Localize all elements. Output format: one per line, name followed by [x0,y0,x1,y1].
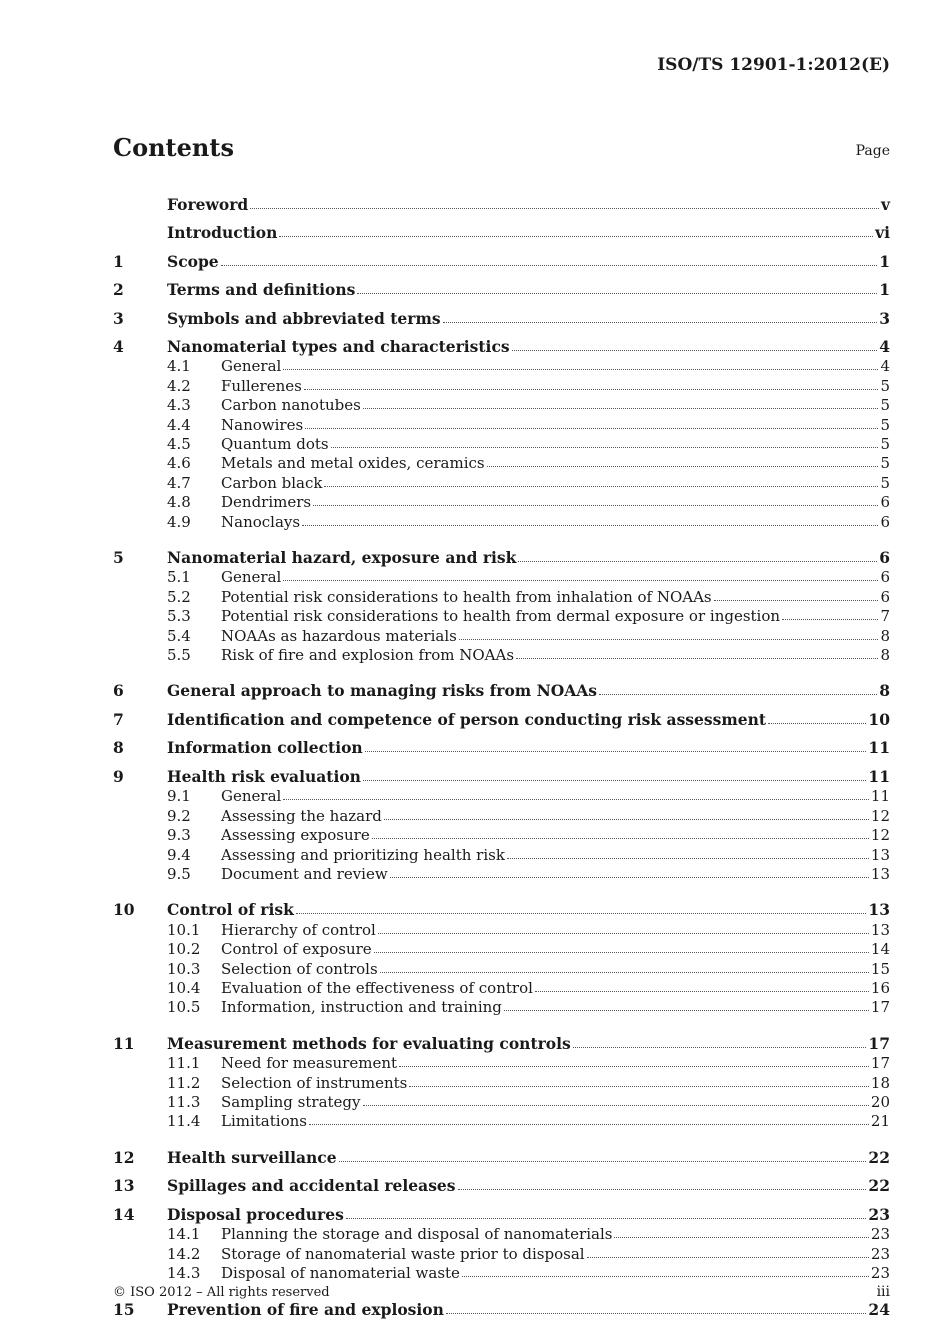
toc-entry-page: 23 [868,1204,890,1224]
toc-subentry-number: 10.4 [167,978,201,997]
toc-subentry[interactable] [113,958,890,977]
toc-subentry-number: 11.1 [167,1054,201,1073]
toc-subentry-page: 13 [870,920,890,939]
toc-entry-title: Disposal procedures [167,1204,344,1224]
toc-entry-page: 8 [879,681,890,701]
toc-entry-title: Identification and competence of person conducting risk assessment [167,709,767,729]
toc-dot-leader [446,1313,867,1314]
toc-subentry-number: 9.5 [167,864,191,883]
toc-entry-number: 2 [113,280,124,299]
toc-entry[interactable] [113,214,890,243]
toc-entry-page: 1 [879,251,890,271]
toc-dot-leader [302,525,878,526]
toc-entry-page: 22 [868,1147,890,1167]
toc-subentry-number: 4.2 [167,376,191,395]
toc-entry-title: Scope [167,251,219,271]
toc-subentry-page: 5 [880,473,890,492]
toc-dot-leader [331,447,879,448]
toc-subentry[interactable] [113,939,890,958]
toc-subentry[interactable] [113,395,890,414]
toc-subentry-page: 4 [880,357,890,376]
toc-dot-leader [283,580,878,581]
toc-dot-leader [384,819,869,820]
toc-subentry-title: Potential risk considerations to health from inhalation of NOAAs [221,587,712,606]
toc-subentry-title: Control of exposure [221,940,372,959]
toc-subentry[interactable] [113,625,890,644]
toc-dot-leader [279,236,873,237]
toc-dot-leader [309,1124,869,1125]
toc-entry-number: 8 [113,738,124,758]
toc-subentry-page: 17 [870,998,890,1017]
toc-subentry-number: 9.1 [167,787,191,806]
toc-subentry-number: 9.2 [167,806,191,825]
toc-dot-leader [504,1010,869,1011]
toc-subentry-page: 18 [870,1073,890,1092]
toc-subentry[interactable] [113,786,890,805]
toc-entry-title: Spillages and accidental releases [167,1176,456,1196]
toc-entry-page: 24 [868,1299,890,1319]
toc-subentry-title: Sampling strategy [221,1093,361,1112]
toc-dot-leader [587,1257,869,1258]
toc-entry[interactable] [113,271,890,300]
toc-subentry[interactable] [113,1053,890,1072]
toc-dot-leader [374,952,869,953]
toc-entry-number: 10 [113,900,135,920]
toc-subentry-number: 4.6 [167,454,191,473]
toc-subentry-number: 9.4 [167,845,191,864]
toc-subentry-number: 11.4 [167,1112,201,1131]
toc-subentry[interactable] [113,919,890,938]
toc-entry-title: Introduction [167,223,278,242]
toc-subentry-page: 23 [870,1244,890,1263]
toc-subentry-page: 11 [870,787,890,806]
toc-entry-title: Foreword [167,194,249,214]
toc-subentry-page: 6 [880,493,890,512]
toc-subentry[interactable] [113,1092,890,1111]
toc-subentry-page: 5 [880,434,890,453]
toc-subentry-title: General [221,568,282,587]
toc-subentry-title: Evaluation of the effectiveness of control [221,978,533,997]
toc-entry-page: 10 [868,709,890,729]
toc-entry-number: 9 [113,766,124,786]
toc-entry-number: 14 [113,1204,135,1224]
footer-copyright: © ISO 2012 – All rights reserved [113,1285,330,1300]
toc-dot-leader [250,208,879,209]
toc-subentry-title: Selection of controls [221,959,378,978]
toc-subentry-title: Document and review [221,864,388,883]
toc-subentry[interactable] [113,645,890,664]
toc-subentry[interactable] [113,375,890,394]
toc-subentry-number: 4.9 [167,512,191,531]
toc-entry-page: vi [875,223,890,242]
toc-subentry-number: 11.3 [167,1093,201,1112]
toc-subentry-page: 13 [870,864,890,883]
toc-subentry[interactable] [113,356,890,375]
toc-entry-page: 11 [868,766,890,786]
toc-entry[interactable] [113,328,890,357]
toc-dot-leader [714,600,879,601]
toc-subentry-number: 5.3 [167,607,191,626]
toc-entry-page: 3 [879,308,890,328]
toc-dot-leader [512,350,878,351]
toc-subentry-page: 12 [870,826,890,845]
toc-dot-leader [487,466,879,467]
toc-subentry-page: 8 [880,626,890,645]
toc-subentry[interactable] [113,805,890,824]
toc-subentry-number: 5.1 [167,568,191,587]
toc-subentry-title: Metals and metal oxides, ceramics [221,454,485,473]
toc-dot-leader [459,639,879,640]
toc-entry-title: Health surveillance [167,1147,337,1167]
toc-subentry-number: 14.3 [167,1264,201,1283]
toc-entry[interactable] [113,242,890,271]
toc-subentry-number: 14.2 [167,1244,201,1263]
toc-entry-page: 11 [868,738,890,758]
footer-page-number: iii [876,1284,890,1300]
toc-subentry-number: 5.2 [167,587,191,606]
toc-entry-page: 17 [868,1033,890,1053]
toc-dot-leader [357,293,877,294]
toc-entry-number: 13 [113,1176,135,1196]
toc-dot-leader [614,1237,868,1238]
toc-subentry-title: Dendrimers [221,493,312,512]
toc-entry-number: 7 [113,709,124,729]
toc-entry-page: 6 [879,548,890,568]
toc-dot-leader [363,780,866,781]
toc-entry-title: Nanomaterial hazard, exposure and risk [167,548,517,568]
toc-dot-leader [443,322,878,323]
toc-entry-title: Symbols and abbreviated terms [167,308,441,328]
toc-subentry-title: Potential risk considerations to health from dermal exposure or ingestion [221,607,781,626]
toc-subentry[interactable] [113,453,890,472]
toc-subentry[interactable] [113,1263,890,1282]
toc-subentry-number: 10.3 [167,959,201,978]
toc-subentry-number: 4.7 [167,473,191,492]
toc-subentry-number: 4.4 [167,415,191,434]
page-column-label: Page [855,143,890,159]
toc-subentry-number: 4.3 [167,396,191,415]
toc-dot-leader [378,933,869,934]
table-of-contents [113,185,890,1319]
toc-entry[interactable] [113,700,890,729]
toc-dot-leader [390,877,869,878]
toc-subentry-page: 5 [880,454,890,473]
toc-subentry-title: Carbon nanotubes [221,396,361,415]
toc-subentry[interactable] [113,1224,890,1243]
toc-subentry-page: 20 [870,1093,890,1112]
toc-entry[interactable] [113,185,890,214]
toc-dot-leader [365,751,867,752]
toc-entry[interactable] [113,672,890,701]
toc-entry-number: 15 [113,1299,135,1319]
toc-subentry[interactable] [113,864,890,883]
toc-entry-title: General approach to managing risks from NOAAs [167,681,598,701]
toc-dot-leader [599,694,877,695]
toc-subentry[interactable] [113,606,890,625]
toc-dot-leader [304,389,879,390]
toc-entry-title: Control of risk [167,900,294,920]
toc-dot-leader [768,723,866,724]
toc-subentry-title: Information, instruction and training [221,998,502,1017]
toc-subentry[interactable] [113,586,890,605]
toc-subentry-title: NOAAs as hazardous materials [221,626,457,645]
toc-subentry-title: Hierarchy of control [221,920,376,939]
document-reference: ISO/TS 12901-1:2012(E) [657,55,890,75]
toc-subentry-title: General [221,357,282,376]
toc-subentry[interactable] [113,567,890,586]
toc-subentry-title: Nanoclays [221,512,301,531]
toc-subentry-page: 5 [880,396,890,415]
toc-subentry-number: 4.5 [167,434,191,453]
toc-subentry-page: 7 [880,607,890,626]
toc-entry-number: 11 [113,1033,135,1053]
toc-dot-leader [324,486,878,487]
toc-subentry-page: 8 [880,645,890,664]
toc-dot-leader [283,799,869,800]
toc-subentry-title: Selection of instruments [221,1073,408,1092]
toc-entry-title: Health risk evaluation [167,766,361,786]
toc-subentry[interactable] [113,844,890,863]
toc-subentry-number: 5.4 [167,626,191,645]
toc-dot-leader [409,1086,869,1087]
toc-dot-leader [782,619,878,620]
toc-entry[interactable] [113,729,890,758]
toc-subentry-title: Risk of fire and explosion from NOAAs [221,645,515,664]
toc-dot-leader [399,1066,869,1067]
toc-subentry-title: Planning the storage and disposal of nanomaterials [221,1225,613,1244]
toc-subentry-number: 9.3 [167,826,191,845]
toc-entry-page: 1 [879,280,890,299]
page-title: Contents [113,133,234,162]
toc-subentry-page: 13 [870,845,890,864]
toc-dot-leader [363,1105,869,1106]
toc-dot-leader [313,505,878,506]
toc-subentry-title: Storage of nanomaterial waste prior to disposal [221,1244,585,1263]
toc-entry-title: Nanomaterial types and characteristics [167,337,510,356]
toc-subentry-number: 4.8 [167,493,191,512]
toc-subentry-number: 10.5 [167,998,201,1017]
toc-subentry-page: 23 [870,1225,890,1244]
toc-entry[interactable] [113,1167,890,1196]
toc-subentry[interactable] [113,511,890,530]
toc-entry[interactable] [113,1024,890,1053]
toc-entry-number: 5 [113,548,124,568]
toc-subentry-page: 14 [870,940,890,959]
toc-subentry[interactable] [113,434,890,453]
toc-subentry[interactable] [113,492,890,511]
toc-subentry-page: 23 [870,1264,890,1283]
toc-entry-title: Measurement methods for evaluating controls [167,1033,571,1053]
toc-dot-leader [535,991,869,992]
toc-subentry[interactable] [113,1243,890,1262]
toc-subentry-page: 5 [880,415,890,434]
toc-subentry-number: 10.2 [167,940,201,959]
toc-subentry-title: Nanowires [221,415,304,434]
toc-dot-leader [305,428,878,429]
toc-subentry-title: General [221,787,282,806]
toc-dot-leader [458,1189,867,1190]
toc-subentry-title: Carbon black [221,473,323,492]
toc-subentry-page: 5 [880,376,890,395]
toc-entry-number: 1 [113,251,124,271]
toc-entry-number: 6 [113,681,124,701]
toc-subentry-title: Limitations [221,1112,307,1131]
toc-subentry[interactable] [113,978,890,997]
toc-subentry-number: 5.5 [167,645,191,664]
toc-dot-leader [462,1276,869,1277]
toc-subentry[interactable] [113,472,890,491]
toc-entry-title: Prevention of fire and explosion [167,1299,444,1319]
toc-subentry[interactable] [113,1111,890,1130]
toc-dot-leader [573,1047,867,1048]
toc-subentry-page: 15 [870,959,890,978]
toc-entry-page: 4 [879,337,890,356]
toc-subentry-title: Quantum dots [221,434,329,453]
toc-subentry-number: 4.1 [167,357,191,376]
toc-entry[interactable] [113,1195,890,1224]
toc-entry-page: 13 [868,900,890,920]
toc-entry[interactable] [113,299,890,328]
toc-entry-page: v [880,194,890,214]
toc-subentry-title: Need for measurement [221,1054,398,1073]
toc-dot-leader [380,972,869,973]
toc-subentry-title: Assessing the hazard [221,806,382,825]
toc-subentry-title: Assessing and prioritizing health risk [221,845,505,864]
toc-subentry-number: 11.2 [167,1073,201,1092]
toc-subentry-page: 6 [880,512,890,531]
toc-subentry-number: 14.1 [167,1225,201,1244]
toc-dot-leader [516,658,878,659]
toc-entry[interactable] [113,891,890,920]
toc-dot-leader [296,913,867,914]
toc-subentry[interactable] [113,1072,890,1091]
toc-entry-number: 3 [113,308,124,328]
toc-entry[interactable] [113,757,890,786]
toc-dot-leader [518,561,877,562]
toc-subentry[interactable] [113,997,890,1016]
toc-dot-leader [346,1218,867,1219]
toc-subentry-page: 6 [880,568,890,587]
toc-subentry-page: 17 [870,1054,890,1073]
toc-dot-leader [372,838,869,839]
toc-subentry-page: 16 [870,978,890,997]
toc-entry-number: 4 [113,337,124,356]
toc-dot-leader [283,369,878,370]
toc-dot-leader [507,858,869,859]
toc-entry-title: Information collection [167,738,363,758]
toc-subentry-page: 21 [870,1112,890,1131]
toc-subentry[interactable] [113,825,890,844]
toc-subentry-title: Fullerenes [221,376,302,395]
toc-subentry-number: 10.1 [167,920,201,939]
toc-entry[interactable] [113,539,890,568]
toc-dot-leader [363,408,879,409]
toc-dot-leader [221,265,878,266]
toc-entry[interactable] [113,1138,890,1167]
toc-subentry-title: Assessing exposure [221,826,370,845]
toc-subentry-page: 6 [880,587,890,606]
toc-entry-number: 12 [113,1147,135,1167]
toc-entry-title: Terms and definitions [167,280,356,299]
toc-subentry-page: 12 [870,806,890,825]
toc-dot-leader [339,1161,867,1162]
toc-entry-page: 22 [868,1176,890,1196]
toc-subentry[interactable] [113,414,890,433]
toc-subentry-title: Disposal of nanomaterial waste [221,1264,460,1283]
